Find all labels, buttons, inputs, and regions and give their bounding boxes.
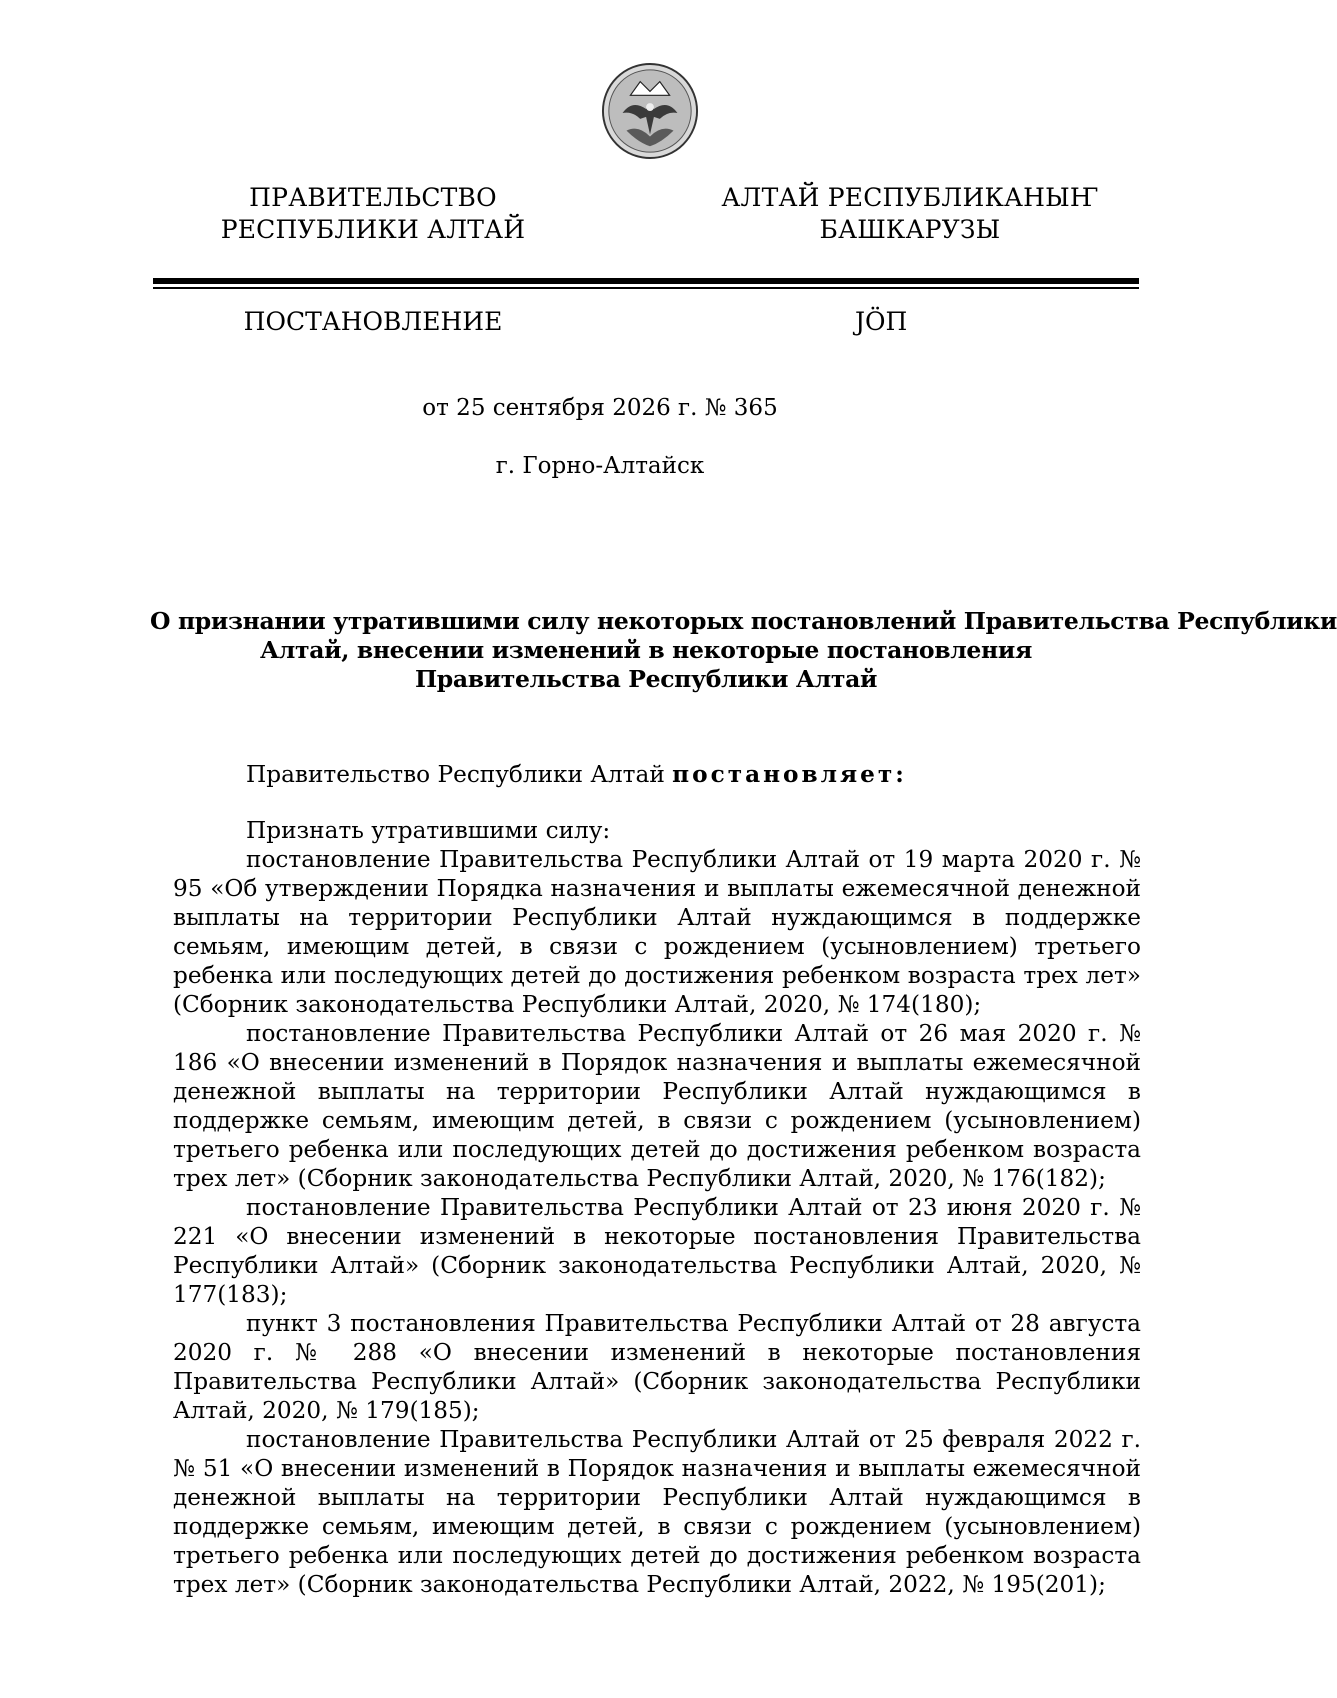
- government-name-alt-line1: АЛТАЙ РЕСПУБЛИКАНЫҤ: [721, 183, 1099, 212]
- government-name-ru-line1: ПРАВИТЕЛЬСТВО: [249, 183, 497, 212]
- title-line2: Алтай, внесении изменений в некоторые постановления: [260, 636, 1032, 664]
- government-name-alt-line2: БАШКАРУЗЫ: [819, 215, 1001, 244]
- title-line3: Правительства Республики Алтай: [414, 665, 878, 693]
- title-line1: О признании утратившими силу некоторых постановлений Правительства Республики: [150, 607, 1337, 635]
- header-divider-thin: [153, 287, 1139, 289]
- date-number: от 25 сентября 2026 г. № 365: [422, 395, 778, 421]
- doc-type-ru: ПОСТАНОВЛЕНИЕ: [243, 307, 503, 336]
- decree-verb: постановляет:: [672, 761, 907, 788]
- header-divider-thick: [153, 278, 1139, 284]
- government-name-alt: [720, 182, 1100, 246]
- list-item: постановление Правительства Республики Алтай от 23 июня 2020 г. № 221 «О внесении изменений в некоторые постановления Правительства Республики Алтай» (Сборник законодательства Республики Алтай, 2020, № 177(183);: [173, 1194, 1141, 1308]
- decree-statement: [173, 760, 1141, 789]
- government-name-ru: [208, 182, 538, 246]
- doc-type-alt: ЈӦП: [855, 307, 908, 336]
- list-item: постановление Правительства Республики Алтай от 19 марта 2020 г. № 95 «Об утверждении Порядка назначения и выплаты ежемесячной денежной выплаты на территории Республики Алтай нуждающимся в поддержке семьям, имеющим детей, в связи с рождением (усыновлением) третьего ребенка или последующих детей до достижения ребенком возраста трех лет» (Сборник законодательства Республики Алтай, 2020, № 174(180);: [173, 846, 1141, 1018]
- decree-prefix: Правительство Республики Алтай: [246, 761, 673, 788]
- lead-paragraph: Признать утратившими силу:: [246, 817, 611, 844]
- list-item: постановление Правительства Республики Алтай от 26 мая 2020 г. № 186 «О внесении изменений в Порядок назначения и выплаты ежемесячной денежной выплаты на территории Республики Алтай нуждающимся в поддержке семьям, имеющим детей, в связи с рождением (усыновлением) третьего ребенка или последующих детей до достижения ребенком возраста трех лет» (Сборник законодательства Республики Алтай, 2020, № 176(182);: [173, 1020, 1141, 1192]
- altai-emblem-icon: [601, 62, 699, 160]
- city: г. Горно-Алтайск: [495, 453, 705, 479]
- document-title: [150, 607, 1337, 694]
- document-body: [173, 760, 1141, 1599]
- list-item: постановление Правительства Республики Алтай от 25 февраля 2022 г. № 51 «О внесении изменений в Порядок назначения и выплаты ежемесячной денежной выплаты на территории Республики Алтай нуждающимся в поддержке семьям, имеющим детей, в связи с рождением (усыновлением) третьего ребенка или последующих детей до достижения ребенком возраста трех лет» (Сборник законодательства Республики Алтай, 2022, № 195(201);: [173, 1426, 1141, 1598]
- list-item: пункт 3 постановления Правительства Республики Алтай от 28 августа 2020 г. № 288 «О внесении изменений в некоторые постановления Правительства Республики Алтай» (Сборник законодательства Республики Алтай, 2020, № 179(185);: [173, 1310, 1141, 1424]
- government-name-ru-line2: РЕСПУБЛИКИ АЛТАЙ: [220, 215, 526, 244]
